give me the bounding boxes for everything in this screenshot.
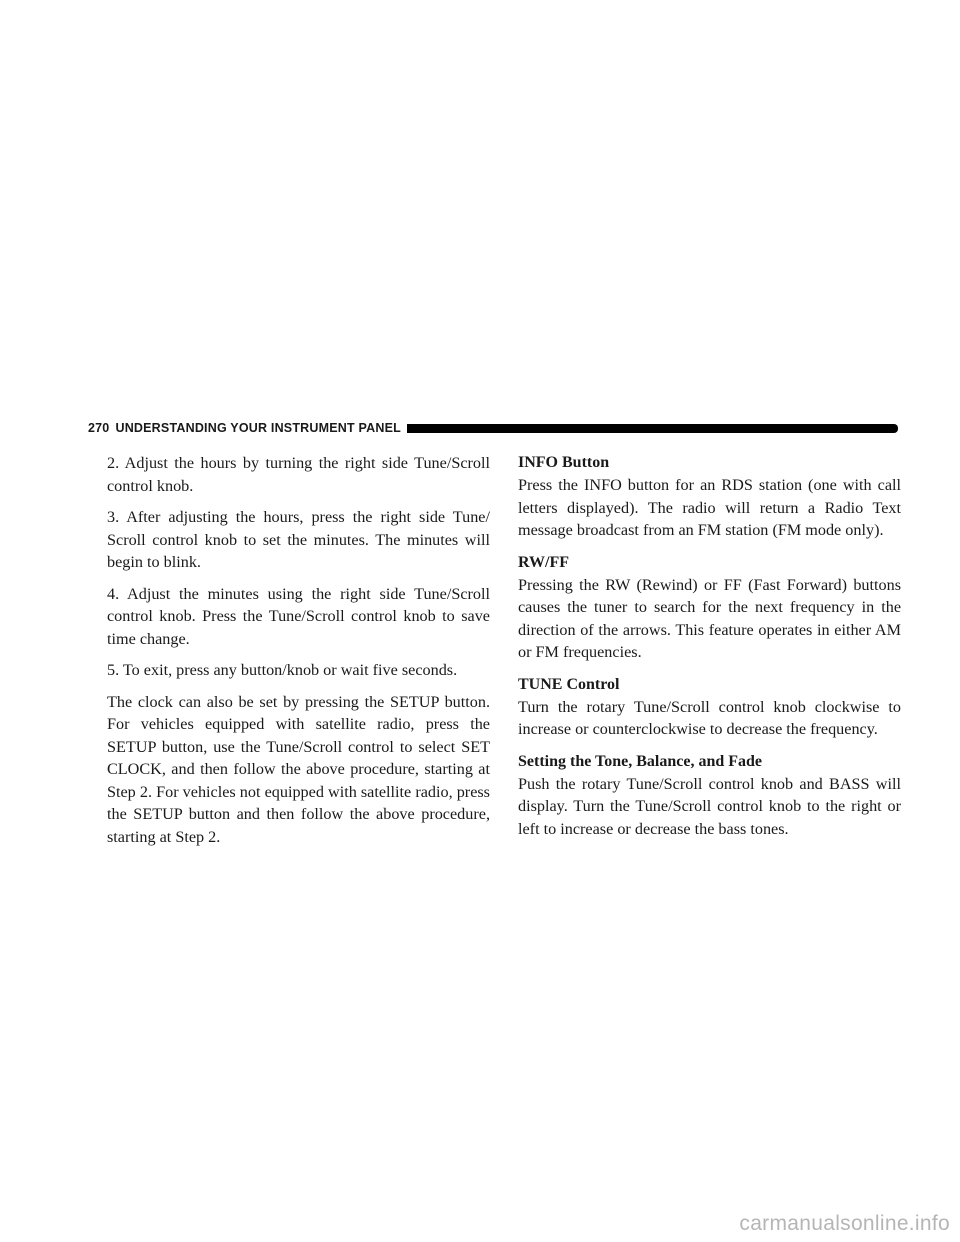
rw-ff-section bbox=[518, 552, 901, 664]
rw-ff-body: Pressing the RW (Rewind) or FF (Fast Forward) buttons causes the tuner to search for the next frequency in the direction of the arrows. This feature operates in either AM or FM frequencies. bbox=[518, 575, 901, 661]
right-column bbox=[518, 452, 901, 850]
tone-balance-fade-body: Push the rotary Tune/Scroll control knob and BASS will display. Turn the Tune/Scroll control knob to the right or left to increase or decrease the bass tones. bbox=[518, 774, 901, 838]
left-column bbox=[107, 452, 490, 857]
step-4-paragraph: 4. Adjust the minutes using the right side Tune/Scroll control knob. Press the Tune/Scroll control knob to save time change. bbox=[107, 584, 490, 648]
step-5-paragraph: 5. To exit, press any button/knob or wait five seconds. bbox=[107, 661, 458, 679]
tune-control-section bbox=[518, 674, 901, 741]
header-rule bbox=[407, 424, 898, 433]
section-title: UNDERSTANDING YOUR INSTRUMENT PANEL bbox=[115, 421, 401, 435]
tone-balance-fade-section bbox=[518, 751, 901, 841]
info-button-body: Press the INFO button for an RDS station (one with call letters displayed). The radio will return a Radio Text message broadcast from an FM station (FM mode only). bbox=[518, 476, 901, 539]
info-button-section bbox=[518, 452, 901, 542]
tune-control-body: Turn the rotary Tune/Scroll control knob clockwise to increase or counterclockwise to decrease the frequency. bbox=[518, 697, 901, 738]
page-number: 270 bbox=[88, 421, 110, 435]
step-2-paragraph: 2. Adjust the hours by turning the right side Tune/Scroll control knob. bbox=[107, 454, 490, 495]
page-header bbox=[88, 420, 898, 436]
setup-clock-paragraph: The clock can also be set by pressing the SETUP button. For vehicles equipped with satellite radio, press the SETUP button, use the Tune/Scroll control to select SET CLOCK, and then follow the above procedure, starting at Step 2. For vehicles not equipped with satellite radio, press the SETUP button and then follow the above procedure, starting at Step 2. bbox=[107, 692, 490, 846]
step-3-paragraph: 3. After adjusting the hours, press the right side Tune/ Scroll control knob to set the minutes. The minutes will begin to blink. bbox=[107, 508, 490, 571]
tune-control-heading: TUNE Control bbox=[518, 675, 620, 693]
info-button-heading: INFO Button bbox=[518, 454, 610, 471]
tone-balance-fade-heading: Setting the Tone, Balance, and Fade bbox=[518, 752, 763, 770]
rw-ff-heading: RW/FF bbox=[518, 553, 569, 571]
watermark: carmanualsonline.info bbox=[739, 1212, 950, 1235]
